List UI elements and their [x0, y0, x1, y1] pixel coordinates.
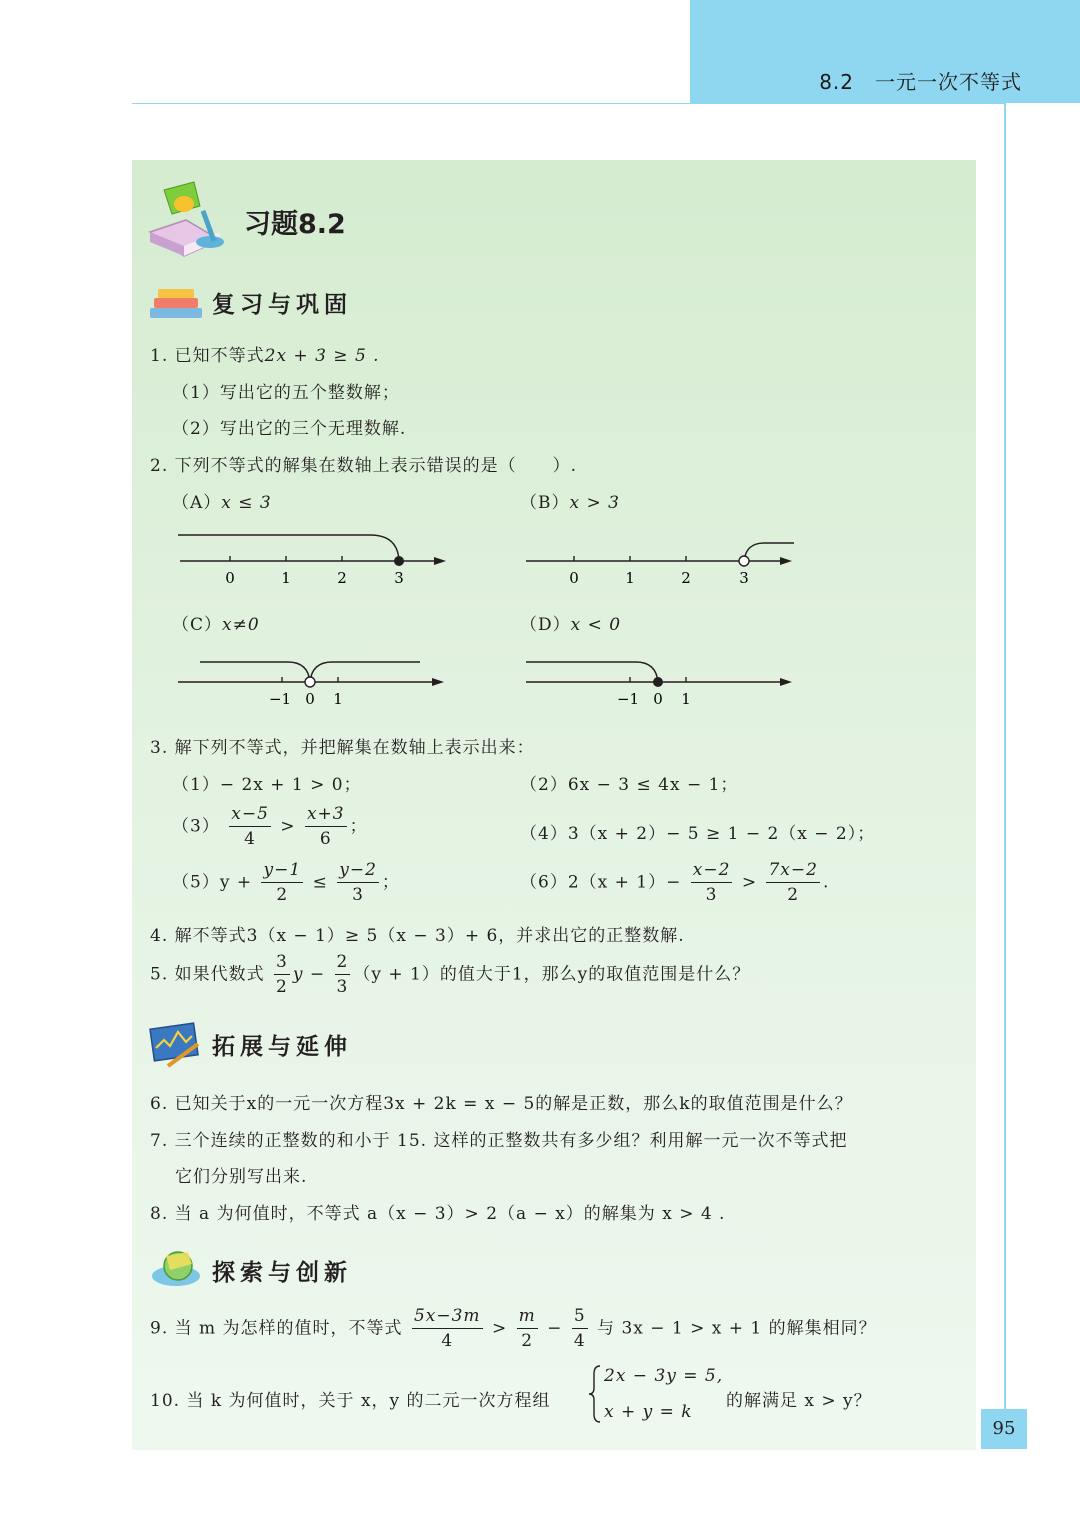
- question-4: 4. 解不等式3（x − 1）≥ 5（x − 3）+ 6，并求出它的正整数解.: [150, 926, 685, 946]
- tick-b-3: 3: [739, 569, 749, 587]
- tick-c-neg1: −1: [268, 690, 292, 708]
- question-3: 3. 解下列不等式，并把解集在数轴上表示出来：: [150, 738, 535, 758]
- books-icon: [148, 284, 206, 322]
- question-3-part-1: （1）− 2x + 1 > 0；: [172, 775, 362, 795]
- tick-a-1: 1: [281, 569, 291, 587]
- lamp-book-icon: [146, 180, 238, 260]
- question-3-part-5: （5）y + $\frac{y-1}{2}$ ≤ $\frac{y-2}{3}$ ；: [172, 860, 400, 905]
- question-7: 7. 三个连续的正整数的和小于 15. 这样的正整数共有多少组？利用解一元一次不等式把: [150, 1131, 848, 1151]
- question-5: 5. 如果代数式 $\frac{3}{2}$ y − $\frac{2}{3}$ （y + 1）的值大于1，那么y的取值范围是什么？: [150, 952, 751, 997]
- question-3-part-4: （4）3（x + 2）− 5 ≥ 1 − 2（x − 2）；: [520, 824, 876, 844]
- exercise-title: 习题8.2: [244, 209, 346, 240]
- section-header: 8.2 一元一次不等式: [819, 70, 1022, 94]
- tick-a-3: 3: [394, 569, 404, 587]
- question-3-part-3: （3） $\frac{x-5}{4}$ > $\frac{x+3}{6}$ ；: [172, 804, 368, 849]
- option-b: （B）x > 3: [520, 493, 620, 513]
- tick-b-0: 0: [569, 569, 579, 587]
- question-10: 10. 当 k 为何值时，关于 x，y 的二元一次方程组: [150, 1391, 551, 1411]
- page-number: 95: [981, 1409, 1027, 1449]
- question-7-cont: 它们分别写出来.: [175, 1167, 308, 1187]
- tick-d-1: 1: [681, 690, 691, 708]
- option-a: （A）x ≤ 3: [172, 493, 272, 513]
- question-1-part-1: （1）写出它的五个整数解；: [172, 383, 400, 403]
- section-title-explore: 探索与创新: [212, 1260, 352, 1286]
- system-equation-2: x + y = k: [604, 1402, 693, 1422]
- question-1-part-2: （2）写出它的三个无理数解.: [172, 419, 407, 439]
- question-3-part-2: （2）6x − 3 ≤ 4x − 1；: [520, 775, 739, 795]
- tick-b-1: 1: [625, 569, 635, 587]
- system-brace: [588, 1364, 602, 1424]
- question-2: 2. 下列不等式的解集在数轴上表示错误的是（ ）.: [150, 456, 578, 476]
- system-equation-1: 2x − 3y = 5,: [604, 1366, 724, 1386]
- number-line-b: [518, 525, 808, 591]
- side-rule: [1004, 103, 1006, 1411]
- tick-c-1: 1: [333, 690, 343, 708]
- tick-c-0: 0: [305, 690, 315, 708]
- number-line-d: [518, 650, 808, 712]
- tick-b-2: 2: [681, 569, 691, 587]
- question-8: 8. 当 a 为何值时，不等式 a（x − 3）> 2（a − x）的解集为 x > 4 .: [150, 1204, 726, 1224]
- tick-d-neg1: −1: [616, 690, 640, 708]
- globe-icon: [148, 1246, 204, 1290]
- header-rule: [132, 103, 1004, 104]
- question-9: 9. 当 m 为怎样的值时，不等式 $\frac{5x-3m}{4}$ > $\frac{m}{2}$ − $\frac{5}{4}$ 与 3x − 1 > x + 1 的解集相同？: [150, 1306, 877, 1351]
- question-3-part-6: （6）2（x + 1）− $\frac{x-2}{3}$ > $\frac{7x-2}{2}$ .: [520, 860, 830, 905]
- question-6: 6. 已知关于x的一元一次方程3x + 2k = x − 5的解是正数，那么k的取值范围是什么？: [150, 1094, 853, 1114]
- section-title-review: 复习与巩固: [212, 292, 352, 318]
- tick-a-2: 2: [337, 569, 347, 587]
- section-title-extension: 拓展与延伸: [212, 1034, 352, 1060]
- question-1: 1. 已知不等式2x + 3 ≥ 5 .: [150, 346, 380, 366]
- option-c: （C）x≠0: [172, 615, 260, 635]
- chart-pen-icon: [148, 1022, 206, 1068]
- question-10-end: 的解满足 x > y？: [726, 1391, 872, 1411]
- number-line-a: [170, 525, 460, 591]
- tick-a-0: 0: [225, 569, 235, 587]
- number-line-c: [170, 650, 460, 712]
- option-d: （D）x < 0: [520, 615, 622, 635]
- tick-d-0: 0: [653, 690, 663, 708]
